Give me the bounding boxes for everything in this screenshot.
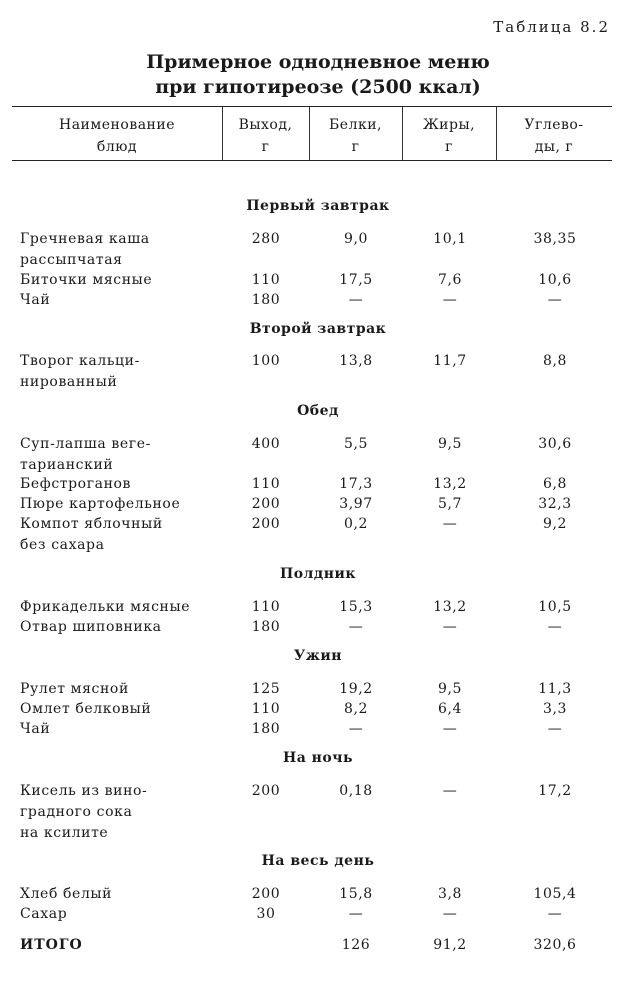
protein-value: — xyxy=(348,721,364,737)
protein-value: 0,18 xyxy=(339,783,373,799)
carbs-value: — xyxy=(547,619,563,635)
fat-value: 6,4 xyxy=(437,701,463,717)
carbs-value: 32,3 xyxy=(538,496,572,512)
protein-value: 0,2 xyxy=(343,516,369,532)
output-value: 200 xyxy=(251,496,281,512)
output-value: 110 xyxy=(251,701,281,717)
output-value: 280 xyxy=(251,231,281,247)
output-value: 200 xyxy=(251,886,281,902)
fat-value: — xyxy=(442,721,458,737)
dish-name xyxy=(20,699,151,720)
protein-value: 17,5 xyxy=(339,272,373,288)
dish-name xyxy=(20,270,152,291)
dish-name xyxy=(20,679,129,700)
output-value: 110 xyxy=(251,476,281,492)
protein-value: 15,3 xyxy=(339,599,373,615)
dish-name-line: Гречневая каша xyxy=(20,231,150,247)
carbs-value: 17,2 xyxy=(538,783,572,799)
section-title: Первый завтрак xyxy=(246,198,390,214)
carbs-value: 8,8 xyxy=(542,353,568,369)
dish-name-line: градного сока xyxy=(20,804,133,820)
fat-value: — xyxy=(442,619,458,635)
dish-name-line: Чай xyxy=(20,292,51,308)
header-fat xyxy=(402,114,496,158)
dish-name-line: Сахар xyxy=(20,906,68,922)
protein-value: 17,3 xyxy=(339,476,373,492)
output-value: 400 xyxy=(251,436,281,452)
dish-name-line: Бефстроганов xyxy=(20,476,132,492)
dish-name-line: Кисель из вино- xyxy=(20,783,148,799)
protein-value: 15,8 xyxy=(339,886,373,902)
header-output xyxy=(222,114,309,158)
output-value: 180 xyxy=(251,619,281,635)
table-number: Таблица 8.2 xyxy=(493,18,610,36)
dish-name xyxy=(20,434,151,476)
dish-name-line: Компот яблочный xyxy=(20,516,163,532)
protein-value: 13,8 xyxy=(339,353,373,369)
carbs-value: 30,6 xyxy=(538,436,572,452)
protein-value: 19,2 xyxy=(339,681,373,697)
dish-name-line: ИТОГО xyxy=(20,937,83,953)
section-title: На ночь xyxy=(282,750,353,766)
fat-value: — xyxy=(442,783,458,799)
dish-name xyxy=(20,229,150,271)
dish-name-line: Омлет белковый xyxy=(20,701,152,717)
dish-name xyxy=(20,597,190,618)
dish-name-line: Отвар шиповника xyxy=(20,619,162,635)
section-title: Полдник xyxy=(279,566,356,582)
fat-value: 3,8 xyxy=(437,886,463,902)
header-output-line: Выход, xyxy=(238,117,293,133)
header-top-rule xyxy=(12,106,612,107)
protein-value: 5,5 xyxy=(343,436,369,452)
dish-name-line: Суп-лапша веге- xyxy=(20,436,151,452)
carbs-value: 3,3 xyxy=(542,701,568,717)
dish-name xyxy=(20,781,147,844)
dish-name xyxy=(20,514,163,556)
dish-name-line: Рулет мясной xyxy=(20,681,129,697)
header-name-line: блюд xyxy=(96,139,138,155)
protein-value: — xyxy=(348,906,364,922)
header-protein xyxy=(309,114,402,158)
fat-value: 9,5 xyxy=(437,681,463,697)
header-carbs-line: ды, г xyxy=(534,139,574,155)
title-line-1: Примерное однодневное меню xyxy=(146,51,490,73)
dish-name xyxy=(20,719,50,740)
output-value: 30 xyxy=(256,906,276,922)
carbs-value: 11,3 xyxy=(538,681,572,697)
dish-name-line: Биточки мясные xyxy=(20,272,153,288)
header-protein-line: Белки, xyxy=(329,117,382,133)
header-output-line: г xyxy=(261,139,270,155)
section-title: На весь день xyxy=(261,853,375,869)
header-carbs xyxy=(496,114,612,158)
protein-value: 3,97 xyxy=(339,496,373,512)
output-value: 100 xyxy=(251,353,281,369)
output-value: 125 xyxy=(251,681,281,697)
fat-value: 5,7 xyxy=(437,496,463,512)
fat-value: — xyxy=(442,906,458,922)
dish-name-line: рассыпчатая xyxy=(20,252,123,268)
dish-name xyxy=(20,474,131,495)
dish-name xyxy=(20,494,180,515)
header-fat-line: г xyxy=(445,139,453,155)
output-value: 180 xyxy=(251,721,281,737)
carbs-value: 6,8 xyxy=(542,476,568,492)
output-value: 200 xyxy=(251,516,281,532)
dish-name xyxy=(20,904,67,925)
dish-name xyxy=(20,935,83,956)
dish-name-line: Чай xyxy=(20,721,51,737)
carbs-value: — xyxy=(547,906,563,922)
dish-name xyxy=(20,884,112,905)
dish-name xyxy=(20,351,140,393)
protein-value: 9,0 xyxy=(343,231,369,247)
section-title: Ужин xyxy=(293,648,343,664)
header-bottom-rule xyxy=(12,160,612,161)
fat-value: 11,7 xyxy=(433,353,467,369)
header-name xyxy=(12,114,222,158)
dish-name-line: без сахара xyxy=(20,537,105,553)
fat-value: — xyxy=(442,292,458,308)
protein-value: 8,2 xyxy=(343,701,369,717)
fat-value: 9,5 xyxy=(437,436,463,452)
dish-name xyxy=(20,617,162,638)
header-carbs-line: Углево- xyxy=(524,117,584,133)
section-title: Обед xyxy=(297,403,339,419)
carbs-value: 320,6 xyxy=(533,937,577,953)
output-value: 180 xyxy=(251,292,281,308)
protein-value: 126 xyxy=(341,937,371,953)
carbs-value: 38,35 xyxy=(533,231,577,247)
fat-value: — xyxy=(442,516,458,532)
section-title: Второй завтрак xyxy=(249,321,387,337)
dish-name-line: нированный xyxy=(20,374,118,390)
title-line-2: при гипотиреозе (2500 ккал) xyxy=(155,76,481,98)
table-title xyxy=(0,50,636,100)
carbs-value: 105,4 xyxy=(533,886,577,902)
carbs-value: 10,5 xyxy=(538,599,572,615)
header-name-line: Наименование xyxy=(59,117,175,133)
carbs-value: 10,6 xyxy=(538,272,572,288)
output-value: 200 xyxy=(251,783,281,799)
protein-value: — xyxy=(348,292,364,308)
dish-name-line: Пюре картофельное xyxy=(20,496,181,512)
protein-value: — xyxy=(348,619,364,635)
output-value: 110 xyxy=(251,599,281,615)
header-fat-line: Жиры, xyxy=(422,117,476,133)
fat-value: 10,1 xyxy=(433,231,467,247)
fat-value: 13,2 xyxy=(433,476,467,492)
dish-name-line: Творог кальци- xyxy=(20,353,140,369)
dish-name xyxy=(20,290,50,311)
carbs-value: — xyxy=(547,292,563,308)
output-value: 110 xyxy=(251,272,281,288)
fat-value: 91,2 xyxy=(433,937,467,953)
fat-value: 7,6 xyxy=(437,272,463,288)
carbs-value: 9,2 xyxy=(542,516,568,532)
header-protein-line: г xyxy=(351,139,360,155)
dish-name-line: Хлеб белый xyxy=(20,886,113,902)
dish-name-line: Фрикадельки мясные xyxy=(20,599,191,615)
dish-name-line: на ксилите xyxy=(20,825,109,841)
fat-value: 13,2 xyxy=(433,599,467,615)
dish-name-line: тарианский xyxy=(20,457,114,473)
carbs-value: — xyxy=(547,721,563,737)
